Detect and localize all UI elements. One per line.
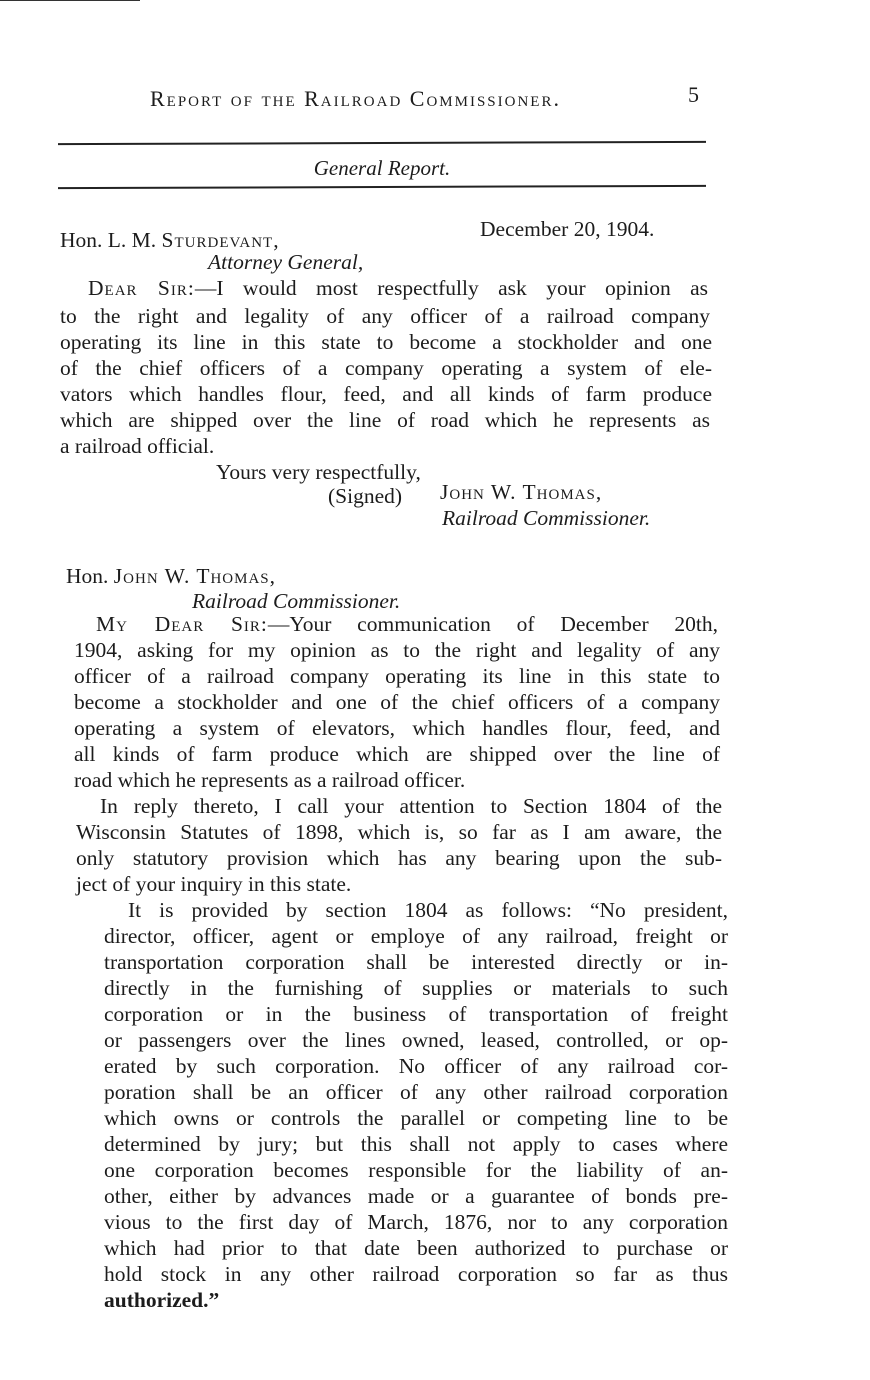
top-edge-rule — [0, 0, 140, 1]
letter2-p1-line-1 — [96, 614, 718, 636]
letter1-line-6: which are shipped over the line of road which he represents as — [60, 408, 710, 432]
letter2-recipient-prefix: Hon. — [66, 564, 114, 588]
quote-line-15: hold stock in any other railroad corporation so far as thus — [104, 1262, 728, 1286]
letter1-recipient-title: Attorney General, — [208, 250, 364, 274]
header-rule-bottom — [58, 185, 706, 189]
letter2-p1-line-2: 1904, asking for my opinion as to the right and legality of any — [74, 638, 720, 662]
letter1-line-7: a railroad official. — [60, 434, 215, 458]
letter2-p1-line-1-text: —Your communication of December 20th, — [267, 612, 718, 636]
letter2-p2-line-2: Wisconsin Statutes of 1898, which is, so far as I am aware, the — [76, 820, 722, 844]
letter2-p1-line-4: become a stockholder and one of the chief officers of a company — [74, 690, 720, 714]
quote-line-13: vious to the first day of March, 1876, nor to any corporation — [104, 1210, 728, 1234]
letter1-signer-title: Railroad Commissioner. — [442, 506, 651, 530]
quote-line-9: which owns or controls the parallel or competing line to be — [104, 1106, 728, 1130]
letter2-p1-line-7: road which he represents as a railroad officer. — [74, 768, 466, 792]
letter2-p2-line-4: ject of your inquiry in this state. — [76, 872, 352, 896]
page-number: 5 — [688, 82, 699, 107]
letter2-recipient-name: John W. Thomas, — [113, 564, 276, 588]
letter1-line-4: of the chief officers of a company operating a system of ele- — [60, 356, 712, 380]
letter1-line-1-text: —I would most respectfully ask your opinion as — [194, 276, 708, 300]
letter1-closing: Yours very respectfully, — [216, 460, 421, 484]
quote-line-10: determined by jury; but this shall not apply to cases where — [104, 1132, 728, 1156]
letter1-recipient-name: Sturdevant, — [161, 228, 280, 252]
letter2-p2-line-3: only statutory provision which has any bearing upon the sub- — [76, 846, 722, 870]
letter2-p1-line-5: operating a system of elevators, which handles flour, feed, and — [74, 716, 720, 740]
letter1-line-1 — [88, 278, 708, 300]
quote-line-1: It is provided by section 1804 as follows: “No president, — [128, 898, 728, 922]
quote-line-11: one corporation becomes responsible for the liability of an- — [104, 1158, 728, 1182]
letter1-signed-label: (Signed) — [328, 484, 403, 508]
running-head: Report of the Railroad Commissioner. — [150, 86, 561, 111]
letter2-p1-line-3: officer of a railroad company operating its line in this state to — [74, 664, 720, 688]
letter2-recipient — [66, 566, 276, 588]
quote-line-4: directly in the furnishing of supplies or materials to such — [104, 976, 728, 1000]
letter2-salutation: My Dear Sir: — [96, 612, 268, 636]
letter2-recipient-title: Railroad Commissioner. — [192, 589, 401, 613]
letter2-p2-line-1: In reply thereto, I call your attention to Section 1804 of the — [100, 794, 722, 818]
section-title: General Report. — [313, 156, 451, 180]
header-rule-top — [58, 141, 706, 145]
quote-line-12: other, either by advances made or a guarantee of bonds pre- — [104, 1184, 728, 1208]
quote-line-7: erated by such corporation. No officer of any railroad cor- — [104, 1054, 728, 1078]
letter1-recipient-prefix: Hon. L. M. — [60, 228, 162, 252]
quote-line-6: or passengers over the lines owned, leased, controlled, or op- — [104, 1028, 728, 1052]
quote-line-2: director, officer, agent or employe of any railroad, freight or — [104, 924, 728, 948]
quote-line-3: transportation corporation shall be interested directly or in- — [104, 950, 728, 974]
letter2-p1-line-6: all kinds of farm produce which are shipped over the line of — [74, 742, 720, 766]
letter1-salutation: Dear Sir: — [88, 276, 195, 300]
letter1-line-5: vators which handles flour, feed, and all kinds of farm produce — [60, 382, 712, 406]
quote-line-16: authorized.” — [104, 1288, 220, 1312]
letter1-line-2: to the right and legality of any officer of a railroad company — [60, 304, 710, 328]
letter1-recipient — [60, 230, 280, 252]
letter1-signer-name: John W. Thomas, — [440, 480, 603, 504]
quote-line-14: which had prior to that date been authorized to purchase or — [104, 1236, 728, 1260]
letter1-line-3: operating its line in this state to become a stockholder and one — [60, 330, 712, 354]
letter1-date: December 20, 1904. — [480, 217, 655, 241]
quote-line-8: poration shall be an officer of any other railroad corporation — [104, 1080, 728, 1104]
quote-line-5: corporation or in the business of transportation of freight — [104, 1002, 728, 1026]
